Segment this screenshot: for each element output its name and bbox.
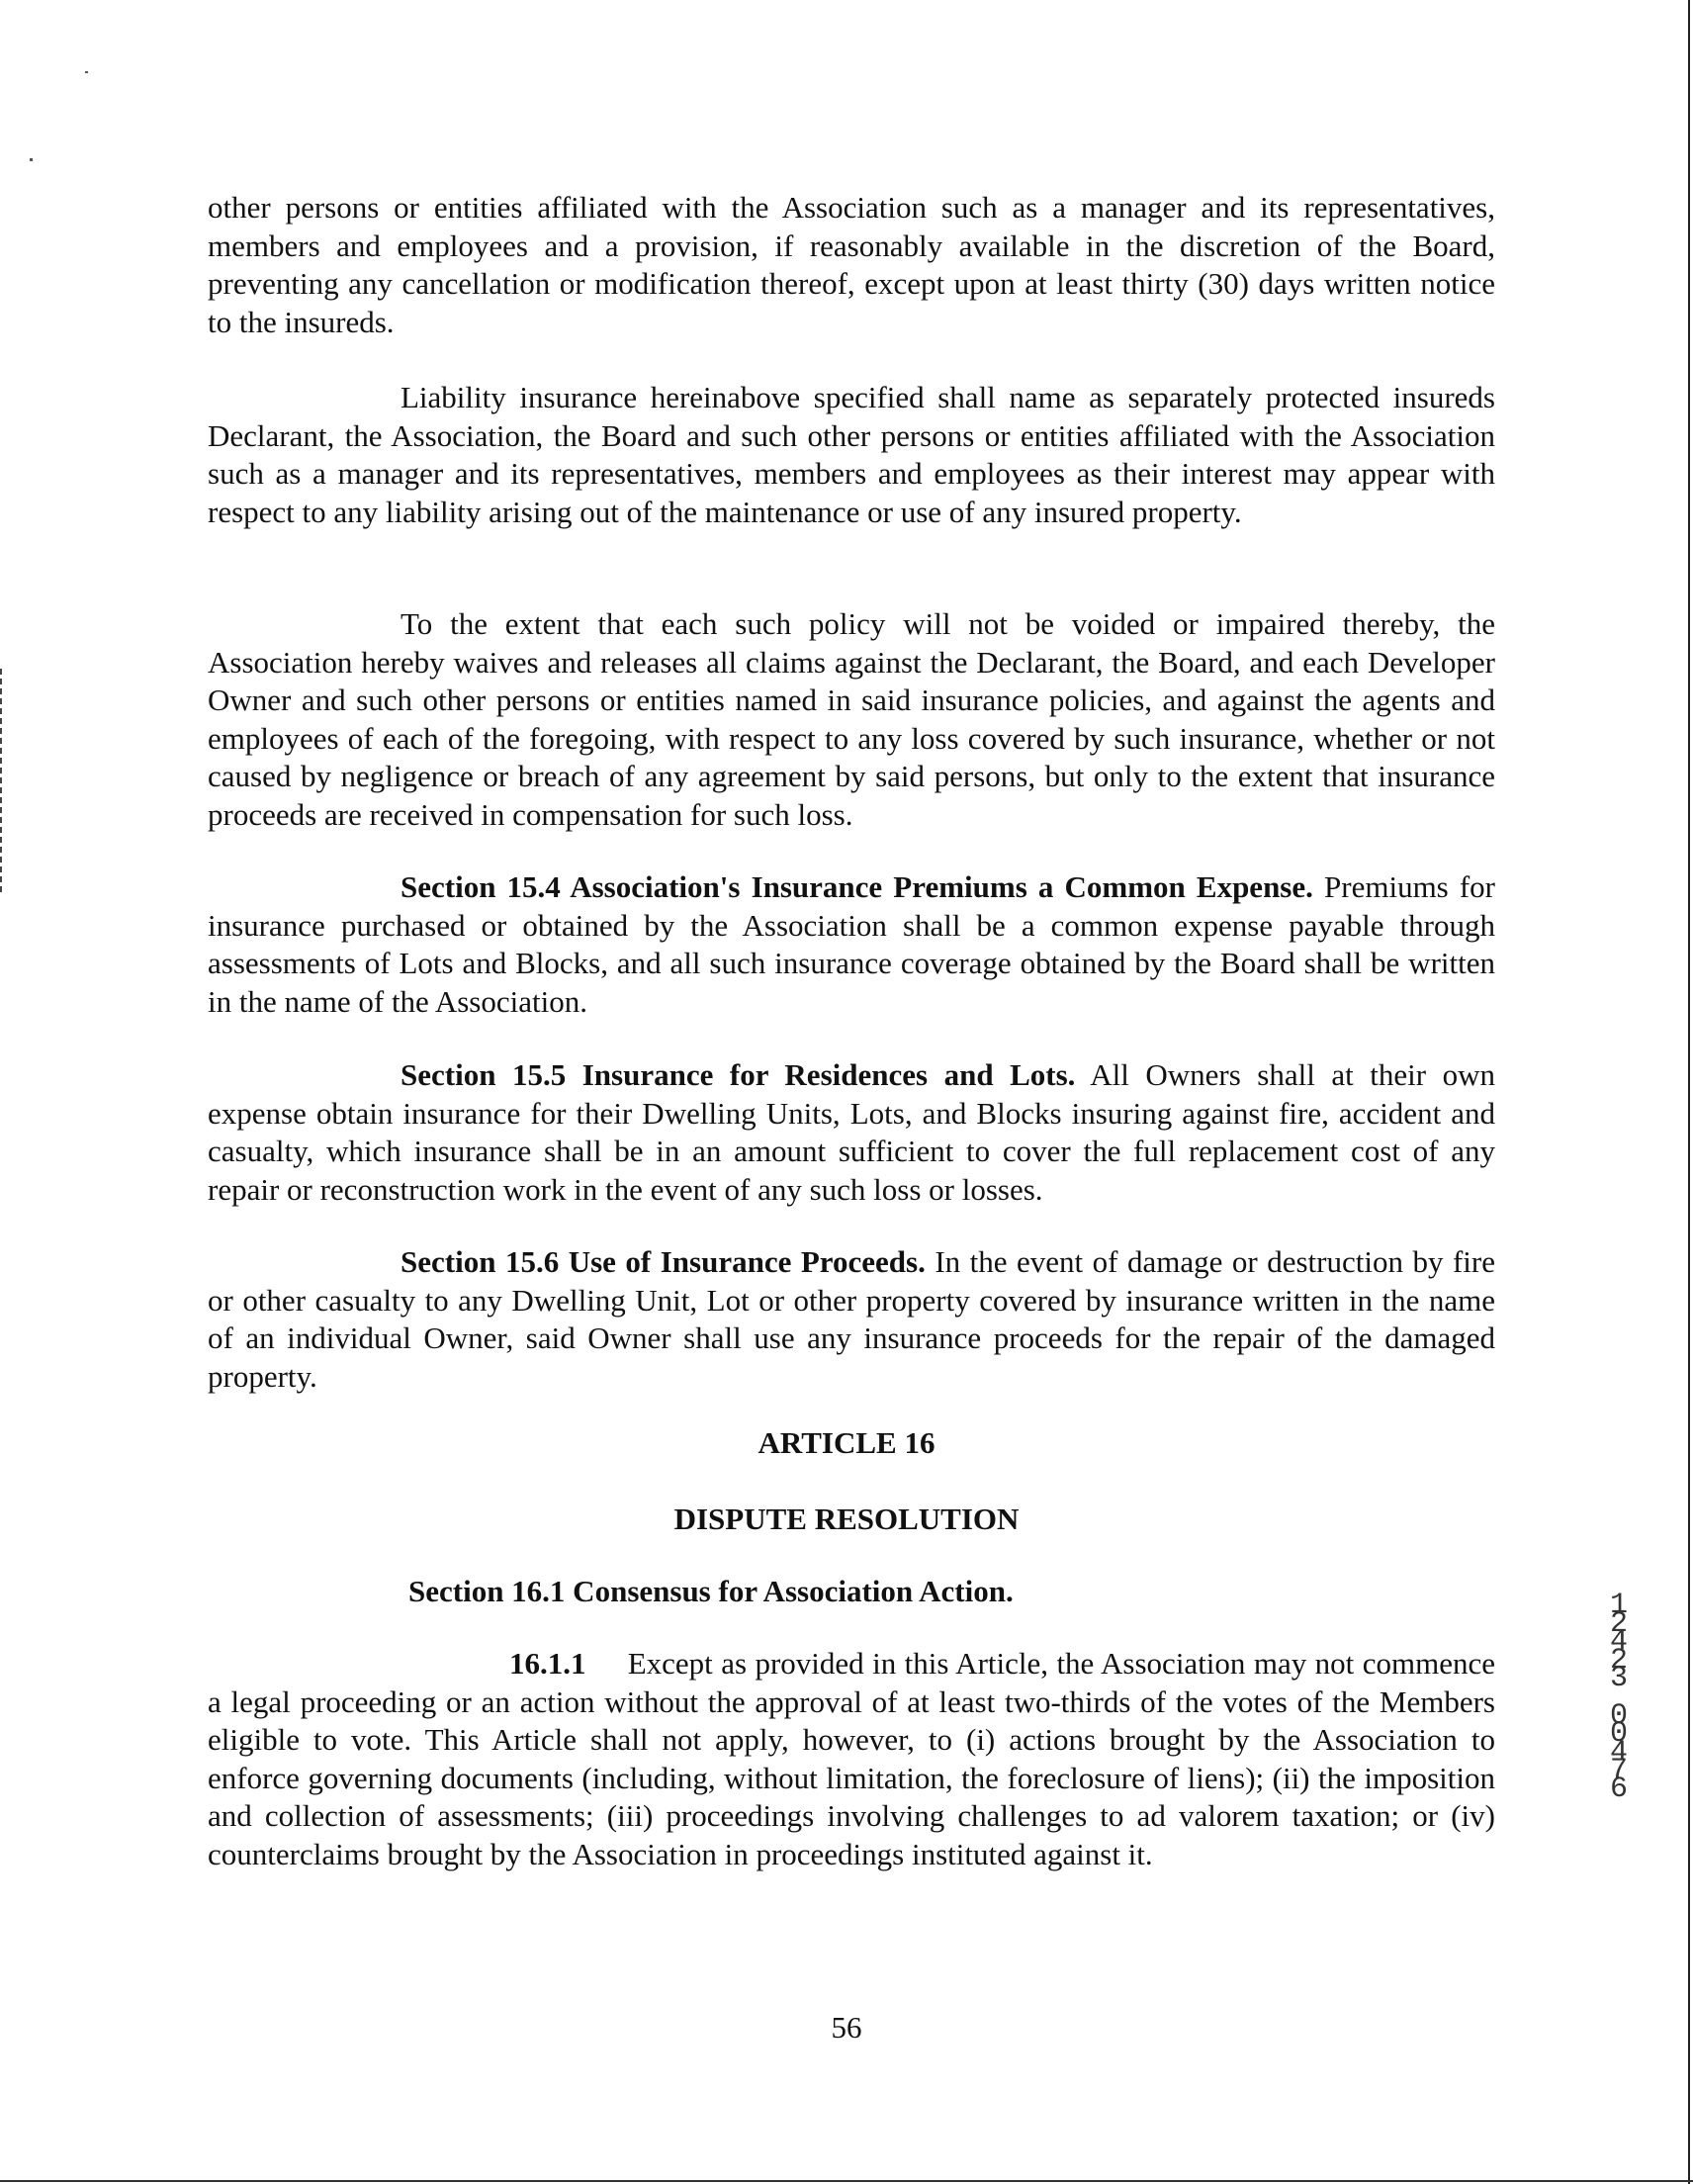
paragraph-continued: other persons or entities affiliated with the Association such as a manager and its representatives, members and employees and a provision, if reasonably available in the discretion of the Board, preventing any cancellation or modification thereof, except upon at least thirty (30) days written notice to the insureds.: [208, 190, 1495, 339]
section-15-5: [208, 1056, 1495, 1209]
paragraph-liability-insurance: Liability insurance hereinabove specified shall name as separately protected insureds Declarant, the Association, the Board and such other persons or entities affiliated with the Association such as a manager and its representatives, members and employees as their interest may appear with respect to any liability arising out of the maintenance or use of any insured property.: [208, 380, 1495, 529]
scan-speck: [85, 71, 88, 73]
section-15-6-heading: Section 15.6 Use of Insurance Proceeds.: [401, 1244, 926, 1279]
section-16-1-1-body: Except as provided in this Article, the Association may not commence a legal proceeding or an action without the approval of at least two-thirds of the votes of the Members eligible to vote. This Article shall not apply, however, to (i) actions brought by the Association to enforce governing documents (including, without limitation, the foreclosure of liens); (ii) the imposition and collection of assessments; (iii) proceedings involving challenges to ad valorem taxation; or (iv) counterclaims brought by the Association in proceedings instituted against it.: [208, 1646, 1495, 1871]
section-15-5-body: All Owners shall at their own expense obtain insurance for their Dwelling Units, Lots, and Blocks insuring against fire, accident and casualty, which insurance shall be in an amount sufficient to cover the full replacement cost of any repair or reconstruction work in the event of any such loss or losses.: [208, 1057, 1495, 1207]
page-number: 56: [831, 2010, 862, 2045]
scan-edge-right: [1688, 0, 1690, 2184]
section-15-4: [208, 868, 1495, 1021]
section-15-5-heading: Section 15.5 Insurance for Residences and Lots.: [401, 1057, 1076, 1092]
section-16-1-1-label: 16.1.1: [509, 1646, 586, 1681]
scan-speck: [30, 158, 33, 161]
paragraph-waiver: To the extent that each such policy will not be voided or impaired thereby, the Association hereby waives and releases all claims against the Declarant, the Board, and each Developer Owner and such other persons or entities named in said insurance policies, and against the agents and employees of each of the foregoing, with respect to any loss covered by such insurance, whether or not caused by negligence or breach of any agreement by said persons, but only to the extent that insurance proceeds are received in compensation for such loss.: [208, 606, 1495, 832]
section-16-1-1: [208, 1645, 1495, 1873]
section-15-4-body: Premiums for insurance purchased or obtained by the Association shall be a common expense payable through assessments of Lots and Blocks, and all such insurance coverage obtained by the Board shall be written in the name of the Association.: [208, 869, 1496, 1019]
section-15-6: [208, 1243, 1495, 1396]
document-number-stamp: 1 2 4 2 3 0 0 4 7 6: [1609, 1589, 1628, 1806]
scan-edge-bottom: [0, 2180, 1693, 2182]
section-15-4-heading: Section 15.4 Association's Insurance Premiums a Common Expense.: [401, 869, 1313, 904]
article-title: DISPUTE RESOLUTION: [673, 1502, 1020, 1536]
article-number: ARTICLE 16: [757, 1425, 936, 1460]
section-15-6-body: In the event of damage or destruction by fire or other casualty to any Dwelling Unit, Lot or other property covered by insurance written in the name of an individual Owner, said Owner shall use any insurance proceeds for the repair of the damaged property.: [208, 1244, 1495, 1394]
section-16-1-heading: Section 16.1 Consensus for Association Action.: [408, 1574, 1014, 1608]
scan-edge-left: [0, 669, 2, 896]
